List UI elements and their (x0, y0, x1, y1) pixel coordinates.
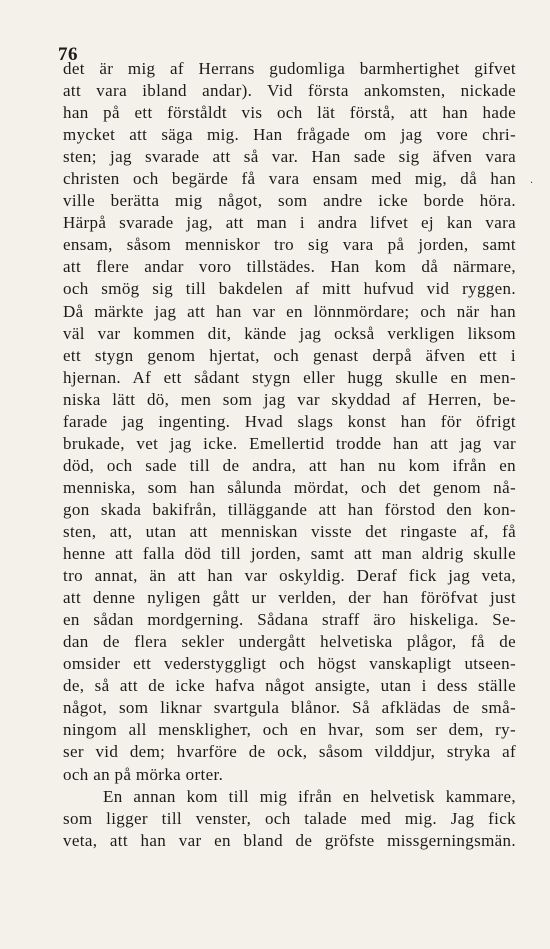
text-line: som ligger till venster, och talade med mig. Jag fick (63, 808, 516, 828)
text-line: tro annat, än att han var oskyldig. Deraf fick jag veta, (63, 566, 516, 586)
text-line: farade jag ingenting. Hvad slags konst han för öfrigt (63, 411, 516, 431)
text-line: christen och begärde få vara ensam med mig, då han (63, 169, 516, 189)
text-line: att flere andar voro tillstädes. Han kom då närmare, (63, 257, 516, 277)
page-number: 76 (58, 44, 78, 65)
text-line: ser vid dem; hvarföre de ock, såsom vilddjur, stryka af (63, 742, 516, 762)
body-text (63, 58, 516, 852)
text-line: de, så att de icke hafva något ansigte, utan i dess ställe (63, 676, 516, 696)
text-line: Härpå svarade jag, att man i andra lifvet ej kan vara (63, 213, 516, 233)
text-line: hjernan. Af ett sådant stygn eller hugg skulle en men- (63, 367, 516, 387)
text-line: Då märkte jag att han var en lönnmördare; och när han (63, 301, 516, 321)
text-line: väl var kommen dit, kände jag också verkligen liksom (63, 323, 516, 343)
text-line: sten, att, utan att menniskan visste det ringaste af, få (63, 521, 516, 541)
text-line: brukade, vet jag icke. Emellertid trodde han att jag var (63, 433, 516, 453)
text-line: gon skada bakifrån, tilläggande att han förstod den kon- (63, 499, 516, 519)
text-line: henne att falla död till jorden, samt att man aldrig skulle (63, 544, 516, 564)
margin-mark: · (530, 178, 534, 189)
text-line: att denne nyligen gått ur verlden, der han föröfvat just (63, 588, 516, 608)
text-line: dan de flera sekler undergått helvetiska plågor, få de (63, 632, 516, 652)
text-line: något, som liknar svartgula blånor. Så afklädas de små- (63, 698, 516, 718)
text-line: att vara ibland andar). Vid första ankomsten, nickade (63, 81, 516, 101)
text-line: död, och sade till de andra, att han nu kom ifrån en (63, 455, 516, 475)
text-line: ensam, såsom menniskor tro sig vara på jorden, samt (63, 235, 516, 255)
text-line: och an på mörka orter. (63, 764, 224, 784)
text-line: veta, att han var en bland de gröfste missgerningsmän. (63, 830, 516, 850)
text-line: han på ett förståldt vis och lät förstå, att han hade (63, 103, 516, 123)
text-line: det är mig af Herrans gudomliga barmhertighet gifvet (63, 59, 516, 78)
text-line: ningom all menskligheт, och en hvar, som ser dem, ry- (63, 720, 516, 740)
text-line: en sådan mordgerning. Sådana straff äro hiskeliga. Se- (63, 610, 516, 630)
text-line: niska lätt dö, men som jag var skyddad af Herren, be- (63, 389, 516, 409)
text-line: mycket att säga mig. Han frågade om jag vore chri- (63, 125, 516, 145)
text-line: ett stygn genom hjertat, och genast derpå äfven ett i (63, 345, 516, 365)
text-line: omsider ett vederstyggligt och högst vanskapligt utseen- (63, 654, 516, 674)
text-line: sten; jag svarade att så var. Han sade sig äfven vara (63, 147, 516, 167)
text-line: menniska, som han sålunda mördat, och det genom nå- (63, 477, 516, 497)
text-line: En annan kom till mig ifrån en helvetisk kammare, (103, 786, 516, 806)
text-line: ville berätta mig något, som andre icke borde höra. (63, 191, 516, 211)
text-line: och smög sig till bakdelen af mitt hufvud vid ryggen. (63, 279, 516, 299)
